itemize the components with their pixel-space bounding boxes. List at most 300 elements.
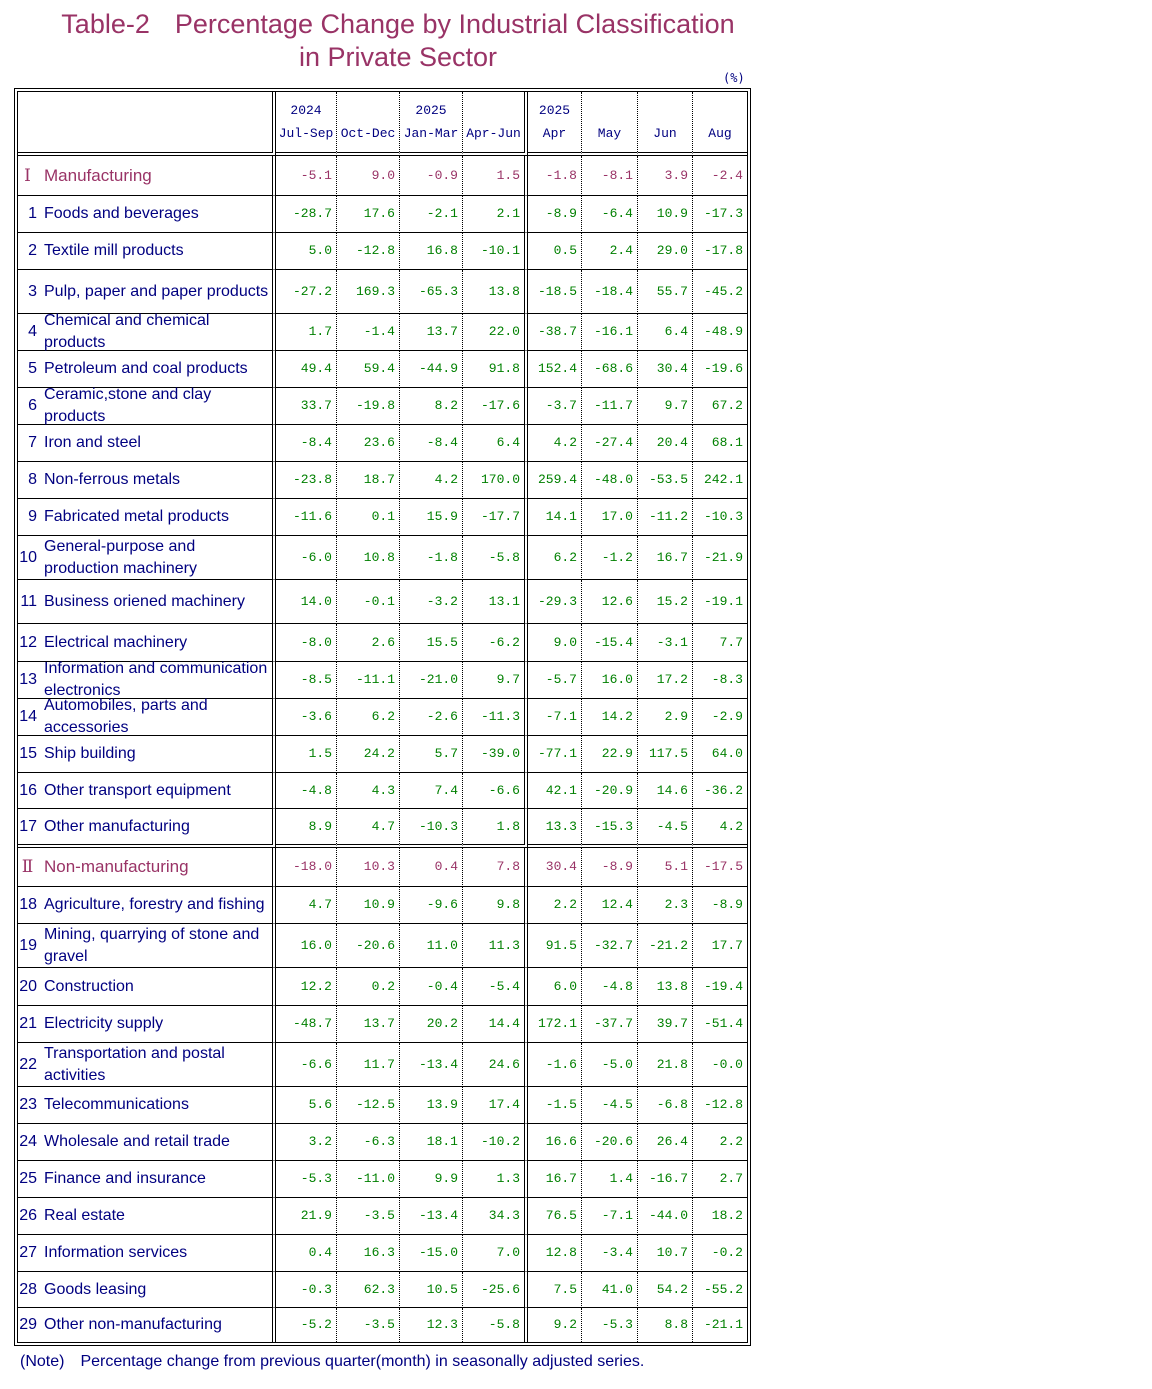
industry-name: Iron and steel xyxy=(44,434,141,451)
value-cell: -5.8 xyxy=(463,1308,528,1342)
value-cell: -5.3 xyxy=(582,1308,638,1342)
row-label-cell xyxy=(18,887,276,924)
value-cell: 152.4 xyxy=(528,351,582,388)
row-label xyxy=(18,462,272,498)
value-cell: -6.0 xyxy=(276,536,337,580)
table-row xyxy=(18,887,747,924)
value-cell: -3.1 xyxy=(638,624,693,662)
value-cell: -9.6 xyxy=(400,887,463,924)
row-label-cell xyxy=(18,580,276,624)
row-number: 14 xyxy=(19,708,37,725)
row-label-cell xyxy=(18,1087,276,1124)
row-label-cell xyxy=(18,1308,276,1342)
value-cell: -8.9 xyxy=(582,848,638,887)
column-header-period: Jul-Sep xyxy=(278,126,334,141)
value-cell: -68.6 xyxy=(582,351,638,388)
value-cell: -44.0 xyxy=(638,1198,693,1235)
value-cell: 1.8 xyxy=(463,809,528,848)
row-label xyxy=(18,1006,272,1042)
row-number: 5 xyxy=(28,360,37,377)
row-label-cell xyxy=(18,351,276,388)
row-number: 13 xyxy=(19,671,37,688)
value-cell: 9.7 xyxy=(463,662,528,699)
value-cell: 67.2 xyxy=(693,388,747,425)
value-cell: 8.2 xyxy=(400,388,463,425)
row-label xyxy=(18,662,272,698)
column-header-year xyxy=(463,99,524,122)
value-cell: 9.7 xyxy=(638,388,693,425)
row-label-cell xyxy=(18,736,276,773)
table-row xyxy=(18,462,747,499)
row-label-cell xyxy=(18,1124,276,1161)
row-label xyxy=(18,580,272,623)
value-cell: 9.9 xyxy=(400,1161,463,1198)
row-number: 22 xyxy=(19,1055,37,1073)
value-cell: 7.0 xyxy=(463,1235,528,1272)
column-header-year xyxy=(638,99,692,122)
value-cell: -4.5 xyxy=(638,809,693,848)
value-cell: 1.5 xyxy=(276,736,337,773)
industry-name: Real estate xyxy=(44,1207,125,1224)
value-cell: 2.2 xyxy=(528,887,582,924)
row-number: 28 xyxy=(19,1280,37,1298)
row-label xyxy=(18,624,272,661)
value-cell: 15.2 xyxy=(638,580,693,624)
value-cell: 10.8 xyxy=(337,536,400,580)
industry-name: Transportation and postal activities xyxy=(44,1044,225,1084)
value-cell: -4.8 xyxy=(276,773,337,809)
value-cell: -6.2 xyxy=(463,624,528,662)
row-label xyxy=(18,388,272,424)
table-row xyxy=(18,499,747,536)
value-cell: 76.5 xyxy=(528,1198,582,1235)
column-header xyxy=(400,92,463,156)
value-cell: 14.1 xyxy=(528,499,582,536)
value-cell: -20.6 xyxy=(582,1124,638,1161)
industry-name: Other transport equipment xyxy=(44,781,231,799)
row-number: 6 xyxy=(28,397,37,414)
value-cell: -17.3 xyxy=(693,196,747,233)
industry-name: Wholesale and retail trade xyxy=(44,1133,230,1150)
industry-name: Information services xyxy=(44,1244,188,1261)
value-cell: 0.4 xyxy=(276,1235,337,1272)
row-label-cell xyxy=(18,624,276,662)
industry-name: Fabricated metal products xyxy=(44,508,229,525)
header-row xyxy=(18,92,747,156)
value-cell: -17.5 xyxy=(693,848,747,887)
value-cell: -12.8 xyxy=(693,1087,747,1124)
row-label-cell xyxy=(18,270,276,314)
value-cell: 0.4 xyxy=(400,848,463,887)
percentage-change-table xyxy=(18,92,747,1342)
value-cell: 2.3 xyxy=(638,887,693,924)
value-cell: -4.8 xyxy=(582,968,638,1006)
row-label-cell xyxy=(18,1161,276,1198)
value-cell: 13.8 xyxy=(638,968,693,1006)
value-cell: 20.4 xyxy=(638,425,693,462)
value-cell: 7.4 xyxy=(400,773,463,809)
value-cell: 17.0 xyxy=(582,499,638,536)
value-cell: -10.3 xyxy=(693,499,747,536)
row-label-cell xyxy=(18,1235,276,1272)
table-row xyxy=(18,968,747,1006)
value-cell: 20.2 xyxy=(400,1006,463,1043)
value-cell: -8.9 xyxy=(528,196,582,233)
table-row xyxy=(18,1124,747,1161)
value-cell: -4.5 xyxy=(582,1087,638,1124)
table-row xyxy=(18,425,747,462)
value-cell: 14.2 xyxy=(582,699,638,736)
table-row xyxy=(18,773,747,809)
page-title-line1: Percentage Change by Industrial Classification xyxy=(174,9,735,39)
value-cell: 14.4 xyxy=(463,1006,528,1043)
row-number: 10 xyxy=(19,548,37,566)
table-row xyxy=(18,1272,747,1308)
row-label-cell xyxy=(18,968,276,1006)
value-cell: -6.3 xyxy=(337,1124,400,1161)
value-cell: -12.8 xyxy=(337,233,400,270)
value-cell: -17.7 xyxy=(463,499,528,536)
industry-name: Other non-manufacturing xyxy=(44,1316,222,1333)
row-label xyxy=(18,1087,272,1123)
value-cell: 16.0 xyxy=(276,924,337,968)
value-cell: -1.6 xyxy=(528,1043,582,1087)
table-row xyxy=(18,809,747,848)
value-cell: 39.7 xyxy=(638,1006,693,1043)
row-label xyxy=(18,1198,272,1234)
value-cell: -6.6 xyxy=(276,1043,337,1087)
value-cell: 3.9 xyxy=(638,156,693,196)
section-name: Manufacturing xyxy=(44,165,152,185)
row-label xyxy=(18,233,272,269)
value-cell: -51.4 xyxy=(693,1006,747,1043)
column-header-period: Jun xyxy=(653,126,677,141)
value-cell: 59.4 xyxy=(337,351,400,388)
value-cell: 13.3 xyxy=(528,809,582,848)
value-cell: 14.6 xyxy=(638,773,693,809)
table-row xyxy=(18,1308,747,1342)
value-cell: 5.7 xyxy=(400,736,463,773)
value-cell: -20.9 xyxy=(582,773,638,809)
value-cell: -21.0 xyxy=(400,662,463,699)
value-cell: 2.4 xyxy=(582,233,638,270)
value-cell: -12.5 xyxy=(337,1087,400,1124)
row-label-cell xyxy=(18,499,276,536)
row-label-cell xyxy=(18,536,276,580)
value-cell: 4.7 xyxy=(337,809,400,848)
row-number: 15 xyxy=(19,745,37,762)
table-row xyxy=(18,580,747,624)
row-label-cell xyxy=(18,699,276,736)
value-cell: -5.4 xyxy=(463,968,528,1006)
row-number: 23 xyxy=(19,1096,37,1113)
value-cell: -77.1 xyxy=(528,736,582,773)
value-cell: 17.4 xyxy=(463,1087,528,1124)
row-label-cell xyxy=(18,425,276,462)
row-label xyxy=(18,1043,272,1086)
table-row xyxy=(18,196,747,233)
value-cell: -6.6 xyxy=(463,773,528,809)
value-cell: 30.4 xyxy=(638,351,693,388)
column-header-year xyxy=(582,99,637,122)
row-label-cell xyxy=(18,1198,276,1235)
table-row xyxy=(18,536,747,580)
value-cell: -13.4 xyxy=(400,1198,463,1235)
value-cell: -55.2 xyxy=(693,1272,747,1308)
value-cell: -11.7 xyxy=(582,388,638,425)
column-header-year: 2025 xyxy=(415,103,447,118)
table-row xyxy=(18,1006,747,1043)
value-cell: 21.8 xyxy=(638,1043,693,1087)
section-numeral: Ⅰ xyxy=(24,165,31,186)
page-title-line1-row xyxy=(0,8,796,41)
value-cell: 6.0 xyxy=(528,968,582,1006)
value-cell: -17.6 xyxy=(463,388,528,425)
table-row xyxy=(18,699,747,736)
row-label-cell xyxy=(18,848,276,887)
value-cell: -10.1 xyxy=(463,233,528,270)
row-number: 29 xyxy=(19,1316,37,1333)
value-cell: 5.1 xyxy=(638,848,693,887)
value-cell: 0.5 xyxy=(528,233,582,270)
value-cell: 9.8 xyxy=(463,887,528,924)
industry-name: Ceramic,stone and clay products xyxy=(44,386,212,425)
value-cell: 18.2 xyxy=(693,1198,747,1235)
value-cell: -21.1 xyxy=(703,1317,743,1332)
value-cell: 13.7 xyxy=(337,1006,400,1043)
value-cell: -5.2 xyxy=(276,1308,337,1342)
value-cell: 42.1 xyxy=(528,773,582,809)
row-number: 18 xyxy=(19,896,37,913)
industry-name: Finance and insurance xyxy=(44,1170,206,1187)
row-number: 26 xyxy=(19,1207,37,1224)
value-cell: 15.5 xyxy=(400,624,463,662)
value-cell: -38.7 xyxy=(528,314,582,351)
value-cell: 17.2 xyxy=(638,662,693,699)
value-cell: 21.9 xyxy=(276,1198,337,1235)
value-cell: 15.9 xyxy=(400,499,463,536)
table-row xyxy=(18,1161,747,1198)
value-cell: 24.2 xyxy=(337,736,400,773)
value-cell: 23.6 xyxy=(337,425,400,462)
value-cell: -11.1 xyxy=(337,662,400,699)
value-cell: -0.3 xyxy=(276,1272,337,1308)
column-header-period: Aug xyxy=(708,126,732,141)
row-number: 11 xyxy=(20,592,37,610)
row-label xyxy=(18,887,272,923)
column-header xyxy=(528,92,582,156)
row-number: 25 xyxy=(19,1170,37,1187)
value-cell: 13.7 xyxy=(400,314,463,351)
value-cell: -3.5 xyxy=(337,1308,400,1342)
row-number: 9 xyxy=(28,508,37,525)
corner-header-cell xyxy=(18,92,276,156)
section-numeral: Ⅱ xyxy=(21,857,34,877)
value-cell: 68.1 xyxy=(693,425,747,462)
value-cell: -18.4 xyxy=(582,270,638,314)
value-cell: 11.3 xyxy=(463,924,528,968)
value-cell: -0.1 xyxy=(337,580,400,624)
footnote xyxy=(20,1352,644,1372)
value-cell: 14.0 xyxy=(276,580,337,624)
value-cell: -7.1 xyxy=(582,1198,638,1235)
column-header-period: Oct-Dec xyxy=(340,126,396,141)
value-cell: 16.8 xyxy=(400,233,463,270)
value-cell: 1.4 xyxy=(582,1161,638,1198)
value-cell: 2.6 xyxy=(337,624,400,662)
value-cell: 33.7 xyxy=(276,388,337,425)
value-cell: 1.7 xyxy=(276,314,337,351)
row-label xyxy=(18,156,272,195)
section-row xyxy=(18,848,747,887)
value-cell: -5.0 xyxy=(582,1043,638,1087)
value-cell: -3.6 xyxy=(276,699,337,736)
value-cell: 6.2 xyxy=(528,536,582,580)
value-cell: 26.4 xyxy=(638,1124,693,1161)
row-label xyxy=(18,1272,272,1307)
page-title xyxy=(0,8,796,74)
value-cell: -20.6 xyxy=(337,924,400,968)
value-cell: -11.6 xyxy=(276,499,337,536)
value-cell: -5.3 xyxy=(276,1161,337,1198)
industry-name: Electrical machinery xyxy=(44,633,188,651)
column-header xyxy=(638,92,693,156)
value-cell: -18.0 xyxy=(276,848,337,887)
value-cell: -0.9 xyxy=(400,156,463,196)
value-cell: 10.9 xyxy=(638,196,693,233)
value-cell: 3.2 xyxy=(276,1124,337,1161)
value-cell: 10.5 xyxy=(400,1272,463,1308)
value-cell: 54.2 xyxy=(638,1272,693,1308)
industry-name: Business oriened machinery xyxy=(44,592,245,610)
value-cell: -17.8 xyxy=(693,233,747,270)
value-cell: 9.0 xyxy=(528,624,582,662)
industry-name: Ship building xyxy=(44,745,136,762)
value-cell: 2.7 xyxy=(693,1161,747,1198)
value-cell: 9.2 xyxy=(528,1308,582,1342)
value-cell: 10.9 xyxy=(337,887,400,924)
value-cell: -36.2 xyxy=(693,773,747,809)
industry-name: Telecommunications xyxy=(44,1096,189,1113)
column-header-period: May xyxy=(597,126,622,141)
row-label xyxy=(18,968,272,1005)
value-cell: 11.7 xyxy=(337,1043,400,1087)
value-cell: 4.2 xyxy=(528,425,582,462)
row-label-cell xyxy=(18,809,276,848)
value-cell: 12.2 xyxy=(276,968,337,1006)
row-number: 1 xyxy=(28,205,37,222)
value-cell: -39.0 xyxy=(463,736,528,773)
value-cell: -11.2 xyxy=(638,499,693,536)
value-cell: -48.9 xyxy=(693,314,747,351)
table-row xyxy=(18,388,747,425)
row-number: 2 xyxy=(28,242,37,259)
value-cell: -32.7 xyxy=(582,924,638,968)
value-cell: 12.3 xyxy=(400,1308,463,1342)
row-label-cell xyxy=(18,662,276,699)
value-cell: 16.7 xyxy=(528,1161,582,1198)
row-label xyxy=(18,809,272,844)
value-cell: -3.7 xyxy=(528,388,582,425)
row-label xyxy=(18,773,272,808)
note-text: Percentage change from previous quarter(month) in seasonally adjusted series. xyxy=(80,1353,645,1370)
row-label xyxy=(18,1124,272,1160)
value-cell: 5.0 xyxy=(276,233,337,270)
industry-name: Goods leasing xyxy=(44,1280,147,1298)
row-number: 27 xyxy=(19,1244,37,1261)
value-cell: -16.7 xyxy=(638,1161,693,1198)
value-cell: 4.2 xyxy=(693,809,747,848)
value-cell: -25.6 xyxy=(463,1272,528,1308)
table-number: Table-2 xyxy=(61,9,150,39)
industry-name: Petroleum and coal products xyxy=(44,360,248,377)
industry-name: Chemical and chemical products xyxy=(44,312,210,351)
table-row xyxy=(18,1235,747,1272)
value-cell: -11.3 xyxy=(463,699,528,736)
industry-name: Automobiles, parts and accessories xyxy=(44,697,208,736)
value-cell: 4.3 xyxy=(337,773,400,809)
value-cell: 0.1 xyxy=(337,499,400,536)
value-cell: -29.3 xyxy=(528,580,582,624)
value-cell: -3.2 xyxy=(400,580,463,624)
value-cell: -0.4 xyxy=(400,968,463,1006)
column-header-period: Apr xyxy=(542,126,567,141)
section-row xyxy=(18,156,747,196)
value-cell: 6.2 xyxy=(337,699,400,736)
industry-name: Construction xyxy=(44,977,134,995)
column-header-year xyxy=(337,99,399,122)
value-cell: -2.6 xyxy=(400,699,463,736)
value-cell: -27.2 xyxy=(276,270,337,314)
row-label xyxy=(18,924,272,967)
value-cell: -8.3 xyxy=(693,662,747,699)
row-label-cell xyxy=(18,156,276,196)
value-cell: 16.3 xyxy=(337,1235,400,1272)
value-cell: -1.2 xyxy=(582,536,638,580)
column-header-year xyxy=(693,99,747,122)
column-header xyxy=(463,92,528,156)
value-cell: 169.3 xyxy=(337,270,400,314)
value-cell: 7.5 xyxy=(528,1272,582,1308)
value-cell: 170.0 xyxy=(463,462,528,499)
value-cell: 11.0 xyxy=(400,924,463,968)
row-label xyxy=(18,1235,272,1271)
column-header-period: Apr-Jun xyxy=(466,126,521,141)
value-cell: 24.6 xyxy=(463,1043,528,1087)
value-cell: -8.4 xyxy=(400,425,463,462)
value-cell: -37.7 xyxy=(582,1006,638,1043)
row-number: 19 xyxy=(19,936,37,954)
value-cell: 16.6 xyxy=(528,1124,582,1161)
value-cell: 0.2 xyxy=(337,968,400,1006)
table-row xyxy=(18,736,747,773)
value-cell: -1.5 xyxy=(528,1087,582,1124)
value-cell: -15.0 xyxy=(400,1235,463,1272)
row-label xyxy=(18,1308,272,1342)
row-number: 16 xyxy=(19,781,37,799)
row-label xyxy=(18,351,272,387)
value-cell: -0.0 xyxy=(693,1043,747,1087)
value-cell: 9.0 xyxy=(337,156,400,196)
value-cell: -1.4 xyxy=(337,314,400,351)
table-row xyxy=(18,924,747,968)
table-row xyxy=(18,270,747,314)
value-cell: -15.3 xyxy=(582,809,638,848)
value-cell: -21.2 xyxy=(638,924,693,968)
table-row xyxy=(18,662,747,699)
value-cell: -2.9 xyxy=(693,699,747,736)
value-cell: -3.5 xyxy=(337,1198,400,1235)
